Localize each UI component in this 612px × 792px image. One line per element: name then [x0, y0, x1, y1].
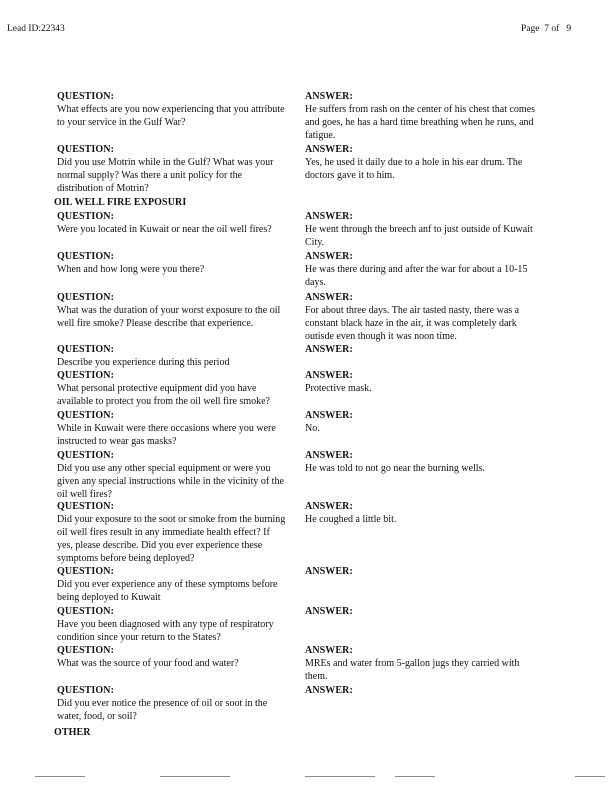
footer-rule [35, 776, 85, 777]
answer-label: ANSWER: [305, 211, 353, 222]
question-label: QUESTION: [57, 606, 115, 617]
question-text-line: While in Kuwait were there occasions where you were [57, 423, 276, 434]
question-block [57, 291, 302, 330]
question-block [57, 500, 302, 565]
question-label: QUESTION: [57, 144, 115, 155]
question-text-line: instructed to wear gas masks? [57, 436, 177, 447]
question-text-line: distribution of Motrin? [57, 183, 149, 194]
answer-block [305, 210, 565, 249]
question-block [57, 343, 302, 369]
answer-text-line: He was there during and after the war for about a 10-15 [305, 264, 528, 275]
question-label: QUESTION: [57, 685, 115, 696]
answer-text-line: fatigue. [305, 130, 336, 141]
answer-text-line: and goes, he has a hard time breathing when he runs, and [305, 117, 534, 128]
answer-label: ANSWER: [305, 251, 353, 262]
question-block [57, 449, 302, 501]
question-text-line: being deployed to Kuwait [57, 592, 161, 603]
question-text-line: yes, please describe. Did you ever experience these [57, 540, 263, 551]
question-label: QUESTION: [57, 450, 115, 461]
question-text-line: Have you been diagnosed with any type of respiratory [57, 619, 274, 630]
answer-block [305, 409, 565, 435]
answer-label: ANSWER: [305, 606, 353, 617]
question-text-line: normal supply? Was there a unit policy for the [57, 170, 243, 181]
answer-text-line: outisde even though it was noon time. [305, 331, 457, 342]
question-label: QUESTION: [57, 566, 115, 577]
question-block [57, 605, 302, 644]
question-text-line: to your service in the Gulf War? [57, 117, 186, 128]
question-text-line: Did you ever notice the presence of oil or soot in the [57, 698, 268, 709]
answer-text-line: MREs and water from 5-gallon jugs they carried with [305, 658, 520, 669]
answer-text-line: doctors gave it to him. [305, 170, 395, 181]
question-label: QUESTION: [57, 211, 115, 222]
question-label: QUESTION: [57, 501, 115, 512]
answer-text-line: No. [305, 423, 320, 434]
answer-label: ANSWER: [305, 645, 353, 656]
answer-label: ANSWER: [305, 566, 353, 577]
answer-label: ANSWER: [305, 501, 353, 512]
answer-label: ANSWER: [305, 685, 353, 696]
answer-text-line: constant black haze in the air, it was completely dark [305, 318, 517, 329]
section-heading-oil-well: OIL WELL FIRE EXPOSURI [54, 197, 187, 208]
answer-label: ANSWER: [305, 344, 353, 355]
footer-rule [305, 776, 375, 777]
answer-text-line: He suffers from rash on the center of his chest that comes [305, 104, 536, 115]
footer-rule [160, 776, 230, 777]
answer-text-line: He was told to not go near the burning wells. [305, 463, 485, 474]
footer-rule [395, 776, 435, 777]
question-text-line: Did you use any other special equipment or were you [57, 463, 271, 474]
page-number: Page 7 of 9 [521, 24, 572, 34]
answer-text-line: days. [305, 277, 326, 288]
answer-label: ANSWER: [305, 450, 353, 461]
question-block [57, 210, 302, 236]
question-block [57, 409, 302, 448]
question-text-line: condition since your return to the States? [57, 632, 221, 643]
question-text-line: Did you ever experience any of these symptoms before [57, 579, 278, 590]
question-block [57, 644, 302, 670]
question-label: QUESTION: [57, 370, 115, 381]
section-heading-other: OTHER [54, 727, 91, 738]
question-label: QUESTION: [57, 251, 115, 262]
question-text-line: Describe you experience during this period [57, 357, 230, 368]
answer-block [305, 644, 565, 683]
question-label: QUESTION: [57, 410, 115, 421]
question-label: QUESTION: [57, 292, 115, 303]
question-text-line: oil well fires result in any immediate health effect? If [57, 527, 270, 538]
answer-text-line: He went through the breech anf to just outside of Kuwait [305, 224, 533, 235]
question-text-line: water, food, or soil? [57, 711, 137, 722]
answer-block [305, 684, 565, 697]
answer-text-line: them. [305, 671, 328, 682]
question-text-line: Did you use Motrin while in the Gulf? What was your [57, 157, 274, 168]
question-text-line: What effects are you now experiencing that you attribute [57, 104, 285, 115]
question-text-line: symptoms before being deployed? [57, 553, 195, 564]
answer-block [305, 250, 565, 289]
answer-block [305, 90, 565, 142]
question-block [57, 565, 302, 604]
answer-block [305, 291, 565, 343]
answer-label: ANSWER: [305, 144, 353, 155]
answer-block [305, 565, 565, 578]
question-block [57, 143, 302, 195]
footer-rule [575, 776, 605, 777]
question-label: QUESTION: [57, 91, 115, 102]
question-text-line: available to protect you from the oil well fire smoke? [57, 396, 270, 407]
question-text-line: When and how long were you there? [57, 264, 205, 275]
answer-text-line: Yes, he used it daily due to a hole in his ear drum. The [305, 157, 523, 168]
question-block [57, 369, 302, 408]
question-text-line: given any special instructions while in the vicinity of the [57, 476, 284, 487]
lead-id: Lead ID:22343 [7, 24, 65, 34]
answer-label: ANSWER: [305, 91, 353, 102]
answer-text-line: Protective mask. [305, 383, 372, 394]
question-text-line: What was the duration of your worst exposure to the oil [57, 305, 281, 316]
answer-block [305, 605, 565, 618]
question-text-line: oil well fires? [57, 489, 112, 500]
question-label: QUESTION: [57, 645, 115, 656]
answer-text-line: For about three days. The air tasted nasty, there was a [305, 305, 520, 316]
question-text-line: What personal protective equipment did you have [57, 383, 257, 394]
question-block [57, 90, 302, 129]
answer-block [305, 369, 565, 395]
question-text-line: What was the source of your food and water? [57, 658, 239, 669]
answer-text-line: City. [305, 237, 325, 248]
question-text-line: Did your exposure to the soot or smoke from the burning [57, 514, 286, 525]
answer-label: ANSWER: [305, 410, 353, 421]
answer-text-line: He coughed a little bit. [305, 514, 397, 525]
question-label: QUESTION: [57, 344, 115, 355]
question-text-line: well fire smoke? Please describe that experience. [57, 318, 254, 329]
answer-block [305, 449, 565, 475]
answer-label: ANSWER: [305, 370, 353, 381]
answer-block [305, 143, 565, 182]
answer-block [305, 343, 565, 356]
answer-block [305, 500, 565, 526]
question-block [57, 684, 302, 723]
answer-label: ANSWER: [305, 292, 353, 303]
question-text-line: Were you located in Kuwait or near the oil well fires? [57, 224, 272, 235]
question-block [57, 250, 302, 276]
